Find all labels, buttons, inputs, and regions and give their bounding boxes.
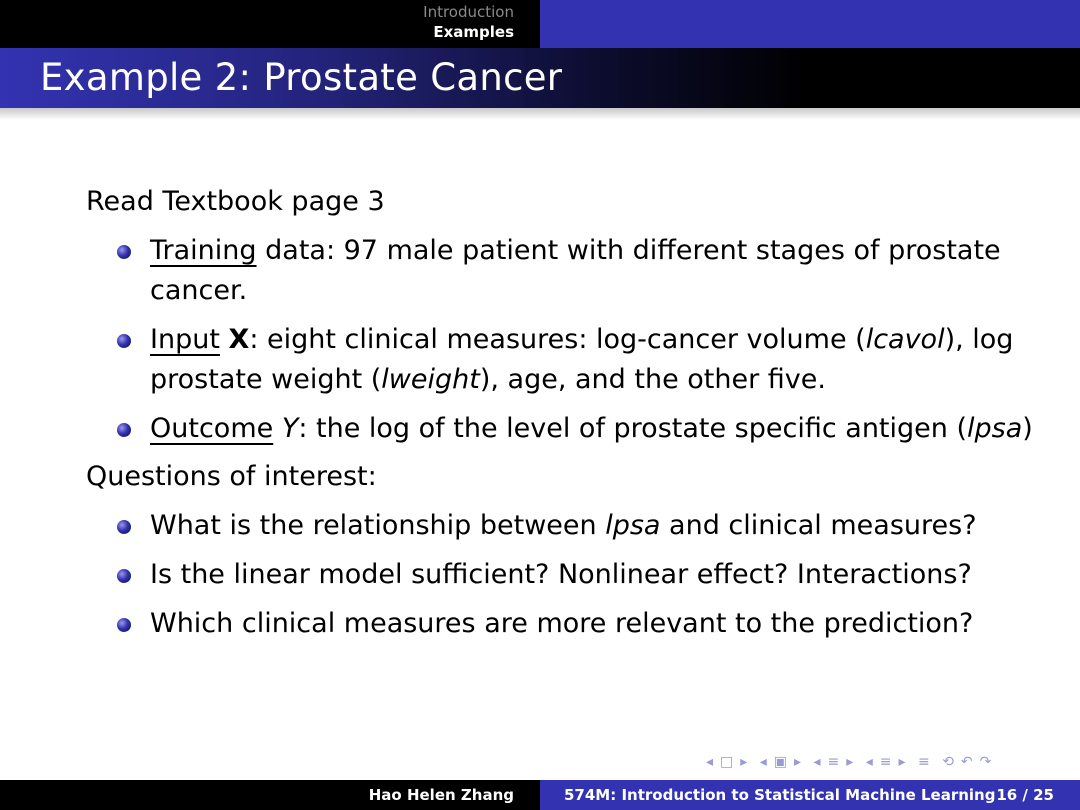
questions-list	[86, 506, 1046, 644]
beamer-nav-symbols	[706, 754, 998, 770]
nav-subsection-link[interactable]: Examples	[433, 23, 514, 41]
nav-prev-section-icon[interactable]: ◂	[813, 754, 822, 770]
term-input: Input	[150, 324, 220, 355]
nav-subsection-icon[interactable]: ▣	[773, 754, 789, 770]
title-shadow	[0, 108, 1080, 120]
header-left-panel	[0, 0, 540, 48]
list-item-question-2	[86, 555, 1046, 595]
bullet-ball-icon	[117, 520, 131, 534]
question-1-var-lpsa: lpsa	[605, 510, 661, 541]
nav-frame-icon[interactable]: □	[720, 754, 735, 770]
nav-next-section-icon[interactable]: ▸	[846, 754, 855, 770]
nav-next-slide-icon[interactable]: ▸	[898, 754, 907, 770]
nav-forward-icon[interactable]: ↷	[979, 754, 993, 770]
training-text: data: 97 male patient with different stages of prostate cancer.	[150, 235, 1001, 306]
bullet-ball-icon	[117, 334, 131, 348]
term-training: Training	[150, 235, 257, 266]
data-description-list	[86, 231, 1046, 449]
bullet-ball-icon	[117, 569, 131, 583]
question-1-text-a: What is the relationship between	[150, 510, 606, 541]
nav-prev-frame-icon[interactable]: ◂	[706, 754, 715, 770]
nav-align-icon[interactable]: ≡	[918, 754, 931, 770]
list-item-outcome	[86, 409, 1046, 449]
input-variable: X	[228, 324, 250, 355]
outcome-text-2: )	[1022, 413, 1033, 444]
questions-heading: Questions of interest:	[86, 461, 377, 492]
nav-search-icon[interactable]: ⟲	[942, 754, 955, 770]
question-1-text-b: and clinical measures?	[660, 510, 977, 541]
nav-section-icon[interactable]: ≡	[827, 754, 841, 770]
footer-right-panel	[540, 780, 1080, 810]
header-nav	[0, 0, 1080, 48]
slide-content	[86, 182, 1046, 644]
list-item-question-1	[86, 506, 1046, 546]
bullet-ball-icon	[117, 245, 131, 259]
nav-back-icon[interactable]: ↶	[960, 754, 974, 770]
nav-prev-slide-icon[interactable]: ◂	[865, 754, 874, 770]
list-item-question-3	[86, 604, 1046, 644]
footer-author: Hao Helen Zhang	[368, 786, 514, 804]
question-3-text: Which clinical measures are more relevant to the prediction?	[150, 608, 974, 639]
term-outcome: Outcome	[150, 413, 274, 444]
frame-title: Example 2: Prostate Cancer	[40, 56, 563, 99]
list-item-input	[86, 320, 1046, 400]
bullet-ball-icon	[117, 618, 131, 632]
footer	[0, 780, 1080, 810]
input-text-3: ), age, and the other five.	[479, 364, 826, 395]
frame-title-bar	[0, 48, 1080, 108]
nav-section-link[interactable]: Introduction	[423, 3, 514, 21]
nav-slide-icon[interactable]: ≡	[879, 754, 893, 770]
nav-next-frame-icon[interactable]: ▸	[740, 754, 749, 770]
nav-prev-subsection-icon[interactable]: ◂	[759, 754, 768, 770]
var-lcavol: lcavol	[865, 324, 945, 355]
input-text-2: ), log prostate weight (	[150, 324, 1014, 395]
question-2-text: Is the linear model sufficient? Nonlinear effect? Interactions?	[150, 559, 972, 590]
input-text-1: : eight clinical measures: log-cancer volume (	[249, 324, 866, 355]
intro-line: Read Textbook page 3	[86, 186, 385, 217]
var-lweight: lweight	[381, 364, 480, 395]
footer-course-title: 574M: Introduction to Statistical Machine Learning	[564, 786, 996, 804]
footer-left-panel	[0, 780, 540, 810]
bullet-ball-icon	[117, 423, 131, 437]
list-item-training	[86, 231, 1046, 311]
outcome-variable: Y	[281, 413, 299, 444]
var-lpsa: lpsa	[967, 413, 1023, 444]
outcome-text-1: : the log of the level of prostate specific antigen (	[298, 413, 967, 444]
header-right-panel	[540, 0, 1080, 48]
nav-next-subsection-icon[interactable]: ▸	[794, 754, 803, 770]
footer-page-number: 16 / 25	[996, 786, 1054, 804]
